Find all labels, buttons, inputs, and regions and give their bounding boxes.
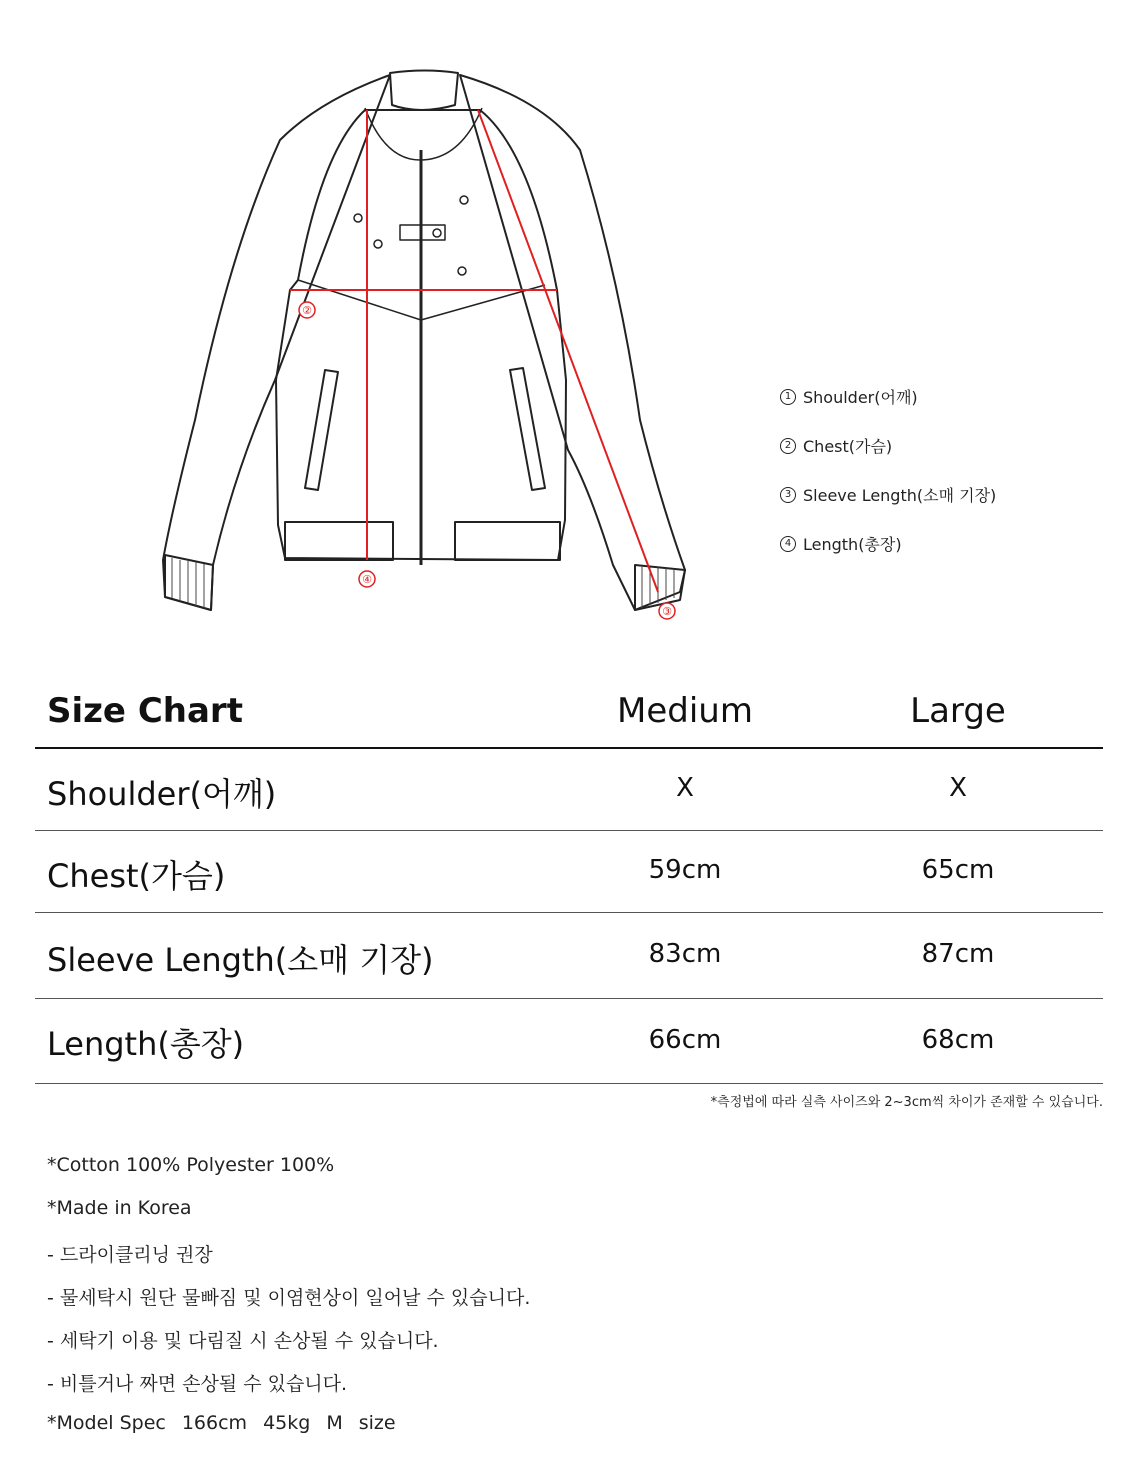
legend-label: Chest(가슴) <box>803 437 893 456</box>
row-label-length: Length(총장) <box>47 1025 245 1063</box>
right-sleeve-outline <box>460 75 685 610</box>
collar-outline <box>390 71 458 111</box>
table-row <box>35 749 1103 831</box>
care-line: - 비틀거나 짜면 손상될 수 있습니다. <box>47 1373 348 1395</box>
snap <box>354 214 362 222</box>
right-pocket <box>510 368 545 490</box>
snap <box>458 267 466 275</box>
left-pocket <box>305 370 338 490</box>
marker-chest: ② <box>302 304 312 317</box>
cell-length-medium: 66cm <box>648 1025 722 1055</box>
sleeve-measure-line <box>478 110 658 592</box>
cell-shoulder-medium: X <box>676 773 694 803</box>
material-text: *Cotton 100% Polyester 100% <box>47 1154 335 1176</box>
table-row <box>35 999 1103 1084</box>
legend-label: Shoulder(어깨) <box>803 388 918 407</box>
hem-rib-right <box>455 522 560 560</box>
row-label-chest: Chest(가슴) <box>47 857 226 895</box>
cell-sleeve-medium: 83cm <box>648 939 722 969</box>
model-size-letter: M <box>326 1412 343 1434</box>
row-label-sleeve-length: Sleeve Length(소매 기장) <box>47 941 434 979</box>
column-medium: Medium <box>617 691 753 731</box>
size-chart-title: Size Chart <box>47 691 243 731</box>
measurement-note: *측정법에 따라 실측 사이즈와 2~3cm씩 차이가 존재할 수 있습니다. <box>710 1095 1103 1110</box>
size-chart-header <box>35 675 1103 749</box>
legend-number: 2 <box>780 438 796 454</box>
jacket-measurement-diagram <box>150 60 710 640</box>
size-chart-table <box>35 675 1103 1084</box>
snap <box>460 196 468 204</box>
snap <box>374 240 382 248</box>
cell-sleeve-large: 87cm <box>921 939 995 969</box>
origin-text: *Made in Korea <box>47 1197 192 1219</box>
hem-rib-left <box>285 522 393 560</box>
table-row <box>35 913 1103 999</box>
measurement-legend <box>780 372 996 568</box>
marker-sleeve: ③ <box>662 605 672 618</box>
product-info <box>47 1154 530 1455</box>
legend-item-length <box>780 519 996 568</box>
table-row <box>35 831 1103 913</box>
legend-number: 4 <box>780 536 796 552</box>
legend-label: Length(총장) <box>803 535 902 554</box>
legend-item-shoulder <box>780 372 996 421</box>
model-height: 166cm <box>181 1412 248 1434</box>
model-size-word: size <box>358 1412 396 1434</box>
legend-number: 1 <box>780 389 796 405</box>
model-spec <box>47 1412 530 1455</box>
cell-chest-medium: 59cm <box>648 855 722 885</box>
care-line: - 세탁기 이용 및 다림질 시 손상될 수 있습니다. <box>47 1330 439 1352</box>
cell-length-large: 68cm <box>921 1025 995 1055</box>
legend-item-sleeve-length <box>780 470 996 519</box>
collar-inner <box>365 108 482 160</box>
row-label-shoulder: Shoulder(어깨) <box>47 775 277 813</box>
model-spec-label: *Model Spec <box>47 1412 166 1434</box>
model-weight: 45kg <box>263 1412 311 1434</box>
cell-shoulder-large: X <box>949 773 967 803</box>
care-line: - 드라이클리닝 권장 <box>47 1244 213 1266</box>
legend-item-chest <box>780 421 996 470</box>
care-line: - 물세탁시 원단 물빠짐 및 이염현상이 일어날 수 있습니다. <box>47 1287 531 1309</box>
left-sleeve-outline <box>163 75 390 610</box>
cell-chest-large: 65cm <box>921 855 995 885</box>
snap <box>433 229 441 237</box>
legend-label: Sleeve Length(소매 기장) <box>803 486 997 505</box>
marker-length: ④ <box>362 573 372 586</box>
column-large: Large <box>910 691 1006 731</box>
legend-number: 3 <box>780 487 796 503</box>
